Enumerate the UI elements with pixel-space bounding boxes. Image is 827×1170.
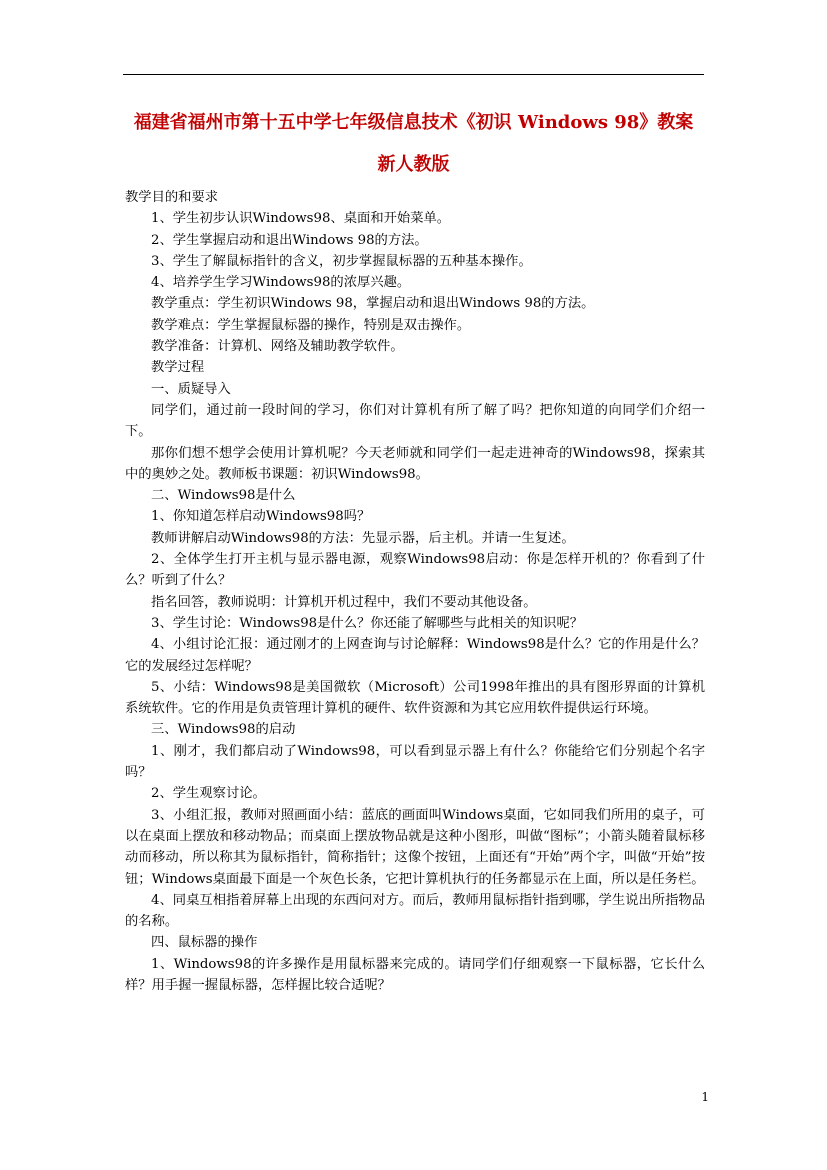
paragraph: 四、鼠标器的操作 — [151, 935, 258, 951]
header-rule — [123, 74, 704, 75]
paragraph: 教学重点：学生初识Windows 98，掌握启动和退出Windows 98的方法。 — [151, 296, 595, 312]
paragraph: 2、全体学生打开主机与显示器电源，观察Windows98启动：你是怎样开机的？你看到了什么？听到了什么？ — [125, 552, 705, 589]
paragraph: 教师讲解启动Windows98的方法：先显示器，后主机。并请一生复述。 — [151, 530, 575, 546]
paragraph: 2、学生掌握启动和退出Windows 98的方法。 — [151, 232, 428, 248]
paragraph: 教学过程 — [151, 360, 205, 376]
page-number: 1 — [701, 1090, 709, 1104]
paragraph: 指名回答，教师说明：计算机开机过程中，我们不要动其他设备。 — [151, 594, 537, 610]
paragraph: 3、小组汇报，教师对照画面小结：蓝底的画面叫Windows桌面，它如同我们所用的桌子，可以在桌面上摆放和移动物品；而桌面上摆放物品就是这种小图形，叫做“图标”；小箭头随着鼠标移动而移动，所以称其为鼠标指针，简称指针；这像个按钮，上面还有“开始”两个字，叫做“开始”按钮；Windows桌面最下面是一个灰色长条，它把计算机执行的任务都显示在上面，所以是任务栏。 — [125, 807, 705, 887]
paragraph: 三、Windows98的启动 — [151, 722, 296, 738]
paragraph: 1、你知道怎样启动Windows98吗？ — [151, 509, 371, 525]
paragraph: 一、质疑导入 — [151, 381, 231, 397]
paragraph: 1、Windows98的许多操作是用鼠标器来完成的。请同学们仔细观察一下鼠标器，它长什么样？用手握一握鼠标器，怎样握比较合适呢？ — [125, 956, 705, 993]
paragraph: 教学准备：计算机、网络及辅助教学软件。 — [151, 339, 404, 355]
paragraph: 1、学生初步认识Windows98、桌面和开始菜单。 — [151, 211, 451, 227]
document-title: 福建省福州市第十五中学七年级信息技术《初识 Windows 98》教案 — [133, 112, 694, 133]
paragraph: 5、小结：Windows98是美国微软（Microsoft）公司1998年推出的具有图形界面的计算机系统软件。它的作用是负责管理计算机的硬件、软件资源和为其它应用软件提供运行环境。 — [125, 679, 705, 717]
paragraph: 3、学生了解鼠标指针的含义，初步掌握鼠标器的五种基本操作。 — [151, 253, 532, 269]
paragraph: 3、学生讨论：Windows98是什么？你还能了解哪些与此相关的知识呢？ — [151, 615, 584, 631]
paragraph: 教学目的和要求 — [125, 190, 219, 205]
paragraph: 1、刚才，我们都启动了Windows98，可以看到显示器上有什么？你能给它们分别起个名字吗？ — [125, 743, 705, 781]
paragraph: 同学们，通过前一段时间的学习，你们对计算机有所了解了吗？把你知道的向同学们介绍一下。 — [125, 402, 705, 440]
paragraph: 4、同桌互相指着屏幕上出现的东西问对方。而后，教师用鼠标指针指到哪，学生说出所指物品的名称。 — [125, 892, 705, 930]
paragraph: 4、小组讨论汇报：通过刚才的上网查询与讨论解释：Windows98是什么？它的作用是什么？它的发展经过怎样呢？ — [125, 637, 705, 674]
paragraph: 那你们想不想学会使用计算机呢？今天老师就和同学们一起走进神奇的Windows98，探索其中的奥妙之处。教师板书课题：初识Windows98。 — [125, 445, 705, 482]
document-subtitle: 新人教版 — [377, 154, 450, 175]
paragraph: 4、培养学生学习Windows98的浓厚兴趣。 — [151, 275, 411, 291]
paragraph: 二、Windows98是什么 — [151, 488, 296, 504]
paragraph: 2、学生观察讨论。 — [151, 786, 266, 802]
paragraph: 教学难点：学生掌握鼠标器的操作，特别是双击操作。 — [151, 317, 471, 333]
document-body — [125, 187, 705, 996]
